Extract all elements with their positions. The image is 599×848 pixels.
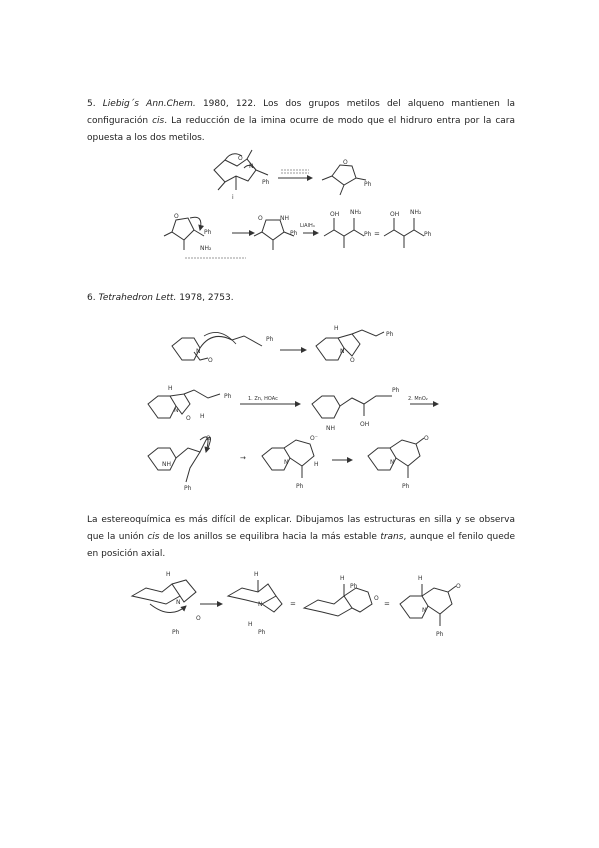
amino-alcohol-piperidine: [312, 387, 400, 432]
n-label: N: [176, 599, 181, 606]
isoxazolidine-after-cycloaddition: [148, 385, 232, 422]
equilibrium-sign: =: [290, 600, 296, 608]
o-minus-label: O⁻: [310, 435, 318, 442]
n-label: N: [196, 348, 201, 355]
chair-cis-product: [228, 571, 282, 636]
h-label: H: [168, 385, 173, 392]
scheme6-row1: [172, 325, 394, 364]
quinolizidinone-product: [368, 435, 429, 490]
ph-label: Ph: [224, 393, 232, 400]
paragraph-text: La estereoquímica es más difícil de explicar. Dibujamos las estructuras en silla y se observa que la unión: [87, 515, 515, 542]
ph-label: Ph: [204, 229, 212, 236]
h-label: H: [418, 575, 423, 582]
o-label: O: [424, 435, 429, 442]
n-label: N: [174, 407, 179, 414]
ph-label: Ph: [296, 483, 304, 490]
ph-label: Ph: [392, 387, 400, 394]
ph-label: Ph: [436, 631, 444, 638]
ph-label: Ph: [266, 336, 274, 343]
ph-label: Ph: [290, 230, 298, 237]
paragraph-text: , aunque el fenilo quede en posición axial.: [87, 532, 516, 559]
quinolizidinone-final: [400, 575, 461, 638]
nh2-label: NH₂: [350, 209, 362, 216]
amino-alcohol: [324, 209, 372, 248]
scheme5-row2: [164, 209, 432, 258]
ph-label: Ph: [262, 179, 270, 186]
cis-term: cis: [147, 532, 160, 542]
o-label: O: [456, 583, 461, 590]
amino-alcohol-projection: [384, 209, 432, 248]
ph-label: Ph: [402, 483, 410, 490]
cis-term: cis: [152, 116, 165, 126]
quinolizidine-enolate: [262, 435, 319, 490]
nh-label: NH: [326, 425, 335, 432]
trans-term: trans: [380, 532, 404, 542]
h-label: H: [248, 621, 253, 628]
isoxazolidine-product: [322, 159, 372, 195]
ph-label: Ph: [350, 583, 358, 590]
oh-label: OH: [390, 211, 400, 218]
oh-label: OH: [330, 211, 340, 218]
n-label: N: [249, 163, 254, 170]
scheme6-row3: [148, 435, 429, 492]
compound-i-label: i: [232, 194, 234, 201]
oh-label: OH: [360, 421, 370, 428]
h-label: H: [254, 571, 259, 578]
ph-label: Ph: [364, 181, 372, 188]
h-label: H: [340, 575, 345, 582]
o-label: O: [196, 615, 201, 622]
reagent-mno2-label: 2. MnO₂: [408, 396, 428, 402]
paragraph-text: . La reducción de la imina ocurre de modo que el hidruro entra por la cara opuesta a los dos metilos.: [87, 116, 516, 143]
ph-label: Ph: [184, 485, 192, 492]
reference-text: 1980, 122. Los dos grupos metilos del alqueno mantienen la configuración: [87, 99, 516, 126]
scheme6-row2: [148, 385, 438, 432]
reference-text: 1978, 2753.: [176, 293, 234, 303]
equals-sign: =: [374, 230, 380, 238]
nh-label: NH: [162, 461, 171, 468]
arrow-sign: →: [240, 454, 246, 462]
scheme5-row1: [214, 150, 372, 201]
nh2-label: NH₂: [410, 209, 422, 216]
chair-trans-product: [304, 575, 379, 616]
n-label: N: [390, 459, 395, 466]
o-label: O: [343, 159, 348, 166]
n-label: N: [258, 601, 263, 608]
reagent-zn-label: 1. Zn, HOAc: [248, 396, 278, 402]
n-label: N: [284, 459, 289, 466]
ph-label: Ph: [364, 231, 372, 238]
equilibrium-sign: =: [384, 600, 390, 608]
item-number: 5.: [87, 99, 103, 109]
item-number: 6.: [87, 293, 99, 303]
n-label: N: [340, 348, 345, 355]
bicyclic-isoxazolidine: [316, 325, 394, 364]
h-label: H: [166, 571, 171, 578]
journal-name: Tetrahedron Lett.: [98, 293, 177, 303]
chair-conformations-row: [132, 571, 461, 638]
nh-label: NH: [280, 215, 289, 222]
isoxazolidine-reduction-start: [164, 213, 246, 258]
journal-name: Liebig´s Ann.Chem.: [102, 99, 196, 109]
lialh4-label: LiAlH₄: [300, 223, 315, 229]
o-label: O: [186, 415, 191, 422]
enone-intermediate: [148, 435, 211, 492]
o-label: O: [206, 435, 211, 442]
h-label: H: [200, 413, 205, 420]
o-label: O: [174, 213, 179, 220]
paragraph-text: de los anillos se equilibra hacia la más estable: [159, 532, 381, 542]
nitrone-precursor: [172, 332, 274, 364]
ph-label: Ph: [386, 331, 394, 338]
chair-cis-intermediate: [132, 571, 201, 636]
o-label: O: [374, 595, 379, 602]
ph-label: Ph: [424, 231, 432, 238]
o-label: O: [350, 357, 355, 364]
o-label: O: [238, 155, 243, 162]
n-label: N: [422, 607, 427, 614]
ph-label: Ph: [258, 629, 266, 636]
o-label: O: [208, 357, 213, 364]
isoxazolidine-amine: [254, 215, 298, 250]
nitrone-alkene-reactant: [214, 150, 270, 201]
ph-label: Ph: [172, 629, 180, 636]
h-label: H: [314, 461, 319, 468]
nh2-label: NH₂: [200, 245, 212, 252]
h-label: H: [334, 325, 339, 332]
o-label: O: [258, 215, 263, 222]
